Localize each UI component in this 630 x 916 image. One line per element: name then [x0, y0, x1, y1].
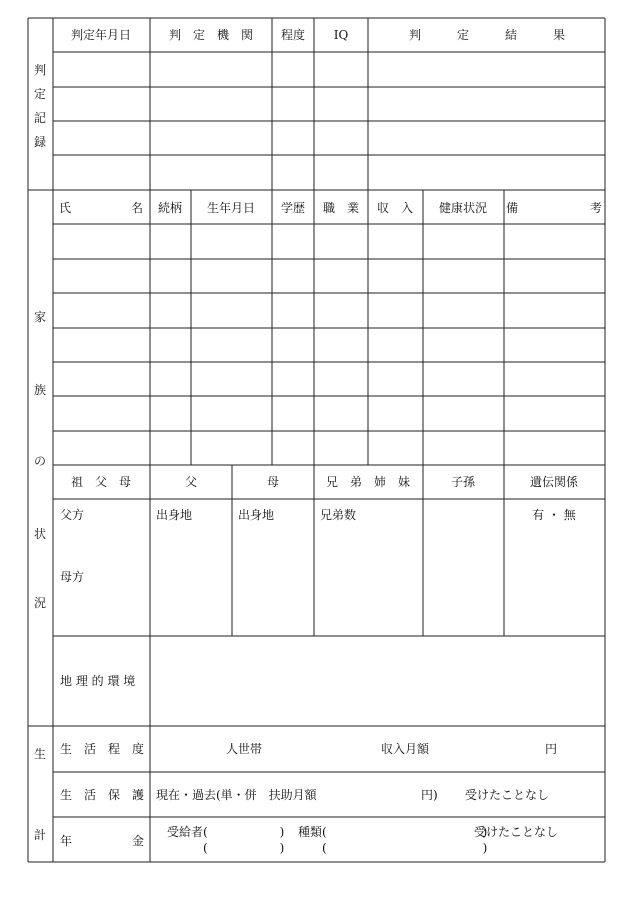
side-label-judgment-1: 判 [33, 63, 47, 77]
grandparent-maternal-label: 母方 [60, 570, 85, 584]
pension-none: 受けたことなし [474, 825, 559, 839]
geo-env-label: 地 理 的 環 境 [60, 674, 136, 688]
side-label-judgment-3: 記 [33, 111, 47, 125]
mother-birthplace-label: 出身地 [238, 508, 275, 522]
side-label-livelihood-2: 計 [33, 828, 47, 842]
living-level-yen: 円 [545, 742, 558, 756]
pension-recipient-2: ( ) [203, 841, 285, 855]
sibling-count-label: 兄弟数 [320, 508, 357, 522]
header-family-birthdate: 生年月日 [206, 201, 256, 215]
pension-type-2: ( ) [322, 841, 488, 855]
side-label-family-4: 状 [33, 527, 47, 541]
header-family-education: 学歴 [280, 201, 306, 215]
header-family-relation: 続柄 [157, 201, 183, 215]
header-descendants: 子孫 [450, 475, 476, 489]
livelihood-protection-yen: 円) [421, 788, 438, 802]
father-birthplace-label: 出身地 [156, 508, 193, 522]
heredity-options[interactable]: 有 ・ 無 [532, 508, 576, 522]
header-grandparents: 祖 父 母 [70, 475, 132, 489]
header-family-occupation: 職 業 [322, 201, 360, 215]
header-siblings: 兄 弟 姉 妹 [325, 475, 411, 489]
side-label-family-2: 族 [33, 383, 47, 397]
livelihood-protection-status: 現在・過去(単・併 扶助月額 [156, 788, 317, 802]
side-label-family-3: の [33, 454, 47, 468]
grandparent-paternal-label: 父方 [60, 508, 85, 522]
side-label-family-1: 家 [33, 310, 47, 324]
header-judgment-degree: 程度 [280, 28, 306, 42]
header-father: 父 [184, 475, 198, 489]
header-family-health: 健康状況 [438, 201, 488, 215]
pension-recipient: 受給者( ) [167, 825, 285, 839]
side-label-livelihood-1: 生 [33, 747, 47, 761]
header-judgment-agency: 判 定 機 関 [168, 28, 254, 42]
header-heredity: 遺伝関係 [529, 475, 579, 489]
pension-type: 種類( ) [298, 825, 488, 839]
header-judgment-date: 判定年月日 [70, 28, 132, 42]
header-family-remarks: 備 考 [505, 201, 603, 215]
side-label-family-5: 況 [33, 596, 47, 610]
header-judgment-result: 判 定 結 果 [408, 28, 566, 42]
livelihood-protection-label: 生 活 保 護 [60, 788, 145, 802]
livelihood-protection-none: 受けたことなし [465, 788, 550, 802]
living-level-income: 収入月額 [381, 742, 430, 756]
side-label-judgment-2: 定 [33, 87, 47, 101]
header-judgment-iq: IQ [333, 28, 349, 42]
side-label-judgment-4: 録 [33, 135, 47, 149]
living-level-label: 生 活 程 度 [60, 742, 145, 756]
living-level-household: 人世帯 [226, 742, 263, 756]
header-family-income: 収 入 [376, 201, 414, 215]
header-family-name: 氏 名 [58, 201, 144, 215]
header-mother: 母 [266, 475, 280, 489]
pension-label: 年 金 [60, 834, 145, 848]
